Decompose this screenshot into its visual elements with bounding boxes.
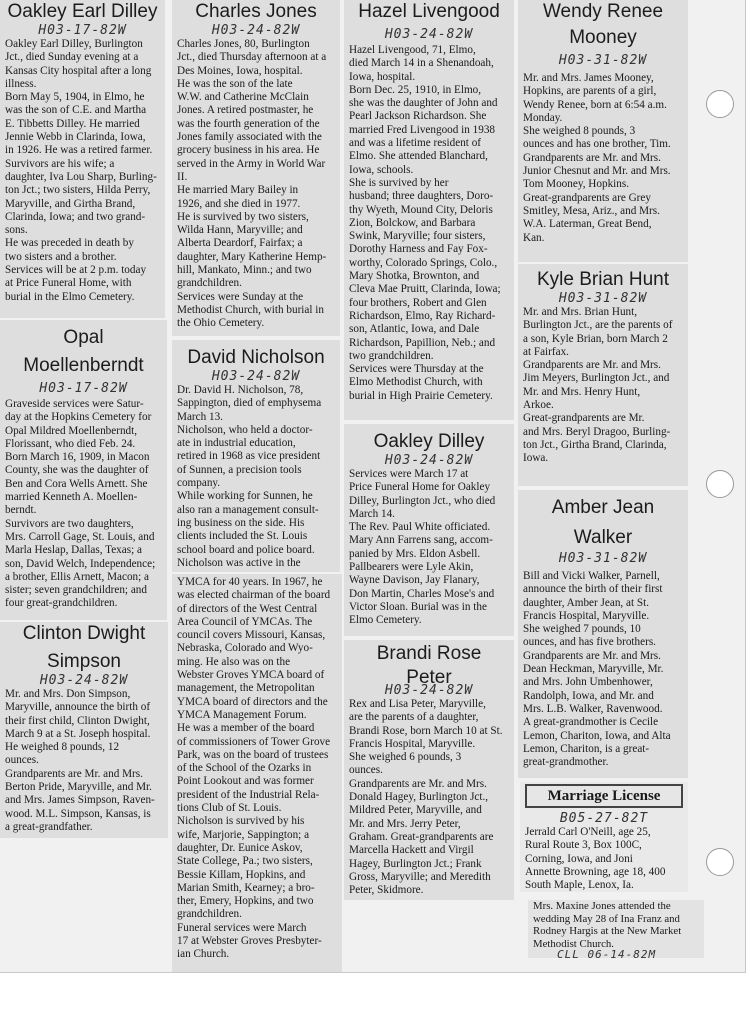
clipping-charles-jones [172,0,340,336]
clipping-title-line1: Wendy Renee [542,1,664,22]
clipping-david-nicholson [172,340,340,572]
clipping-opal-moellenberndt [0,320,167,620]
clipping-title: Oakley Earl Dilley [7,1,158,22]
clipping-text: Dr. David H. Nicholson, 78, Sappington, died of emphysema March 13. Nicholson, who held a doctor- ate in industrial education, retired in 1968 as vice president of Sunnen, a precision tools company. While working for Sunnen, he also ran a management consult- ing business on the side. His clients included the St. Louis school board and police board. Nicholson was active in the [177,384,322,569]
clipping-title-line1: Clinton Dwight [22,623,146,644]
clipping-text: Graveside services were Satur- day at the Hopkins Cemetery for Opal Mildred Moellenberndt, Florissant, who died Feb. 24. Born March 16, 1909, in Macon County, she was the daughter of Ben and Cora Wells Arnett. She married Kenneth A. Moellen- berndt. Survivors are two daughters, Mrs. Carroll Gage, St. Louis, and Marla Heslap, Dallas, Texas; a son, David Welch, Independence; a brother, Ellis Arnett, Macon; a sister; seven grandchildren; and four great-grandchildren. [5,398,156,610]
clipping-text: Mr. and Mrs. Don Simpson, Maryville, announce the birth of their first child, Clinton Dwight, March 9 at a St. Joseph hospital. He weighed 8 pounds, 12 ounces. Grandparents are Mr. and Mrs. Berton Pride, Maryville, and Mr. and Mrs. James Simpson, Raven- wood. M.L. Simpson, Kansas, is a great-grandfather. [5,688,155,833]
clipping-text: Hazel Livengood, 71, Elmo, died March 14 in a Shenandoah, Iowa, hospital. Born Dec. 25, 1910, in Elmo, she was the daughter of John and Pearl Jackson Richardson. She married Fred Livengood in 1938 and was a lifetime resident of Elmo. She attended Blanchard, Iowa, schools. She is survived by her husband; three daughters, Doro- thy Wyeth, Mound City, Deloris Zion, Bolckow, and Barbara Swink, Maryville; four sisters, Dorothy Harness and Fay Fox- worthy, Colorado Springs, Colo., Mary Shotka, Brownton, and Cleva Mae Pruitt, Clarinda, Iowa; four brothers, Robert and Glen Richardson, Elmo, Ray Richard- son, Atlantic, Iowa, and Dale Richardson, Papillion, Neb.; and two grandchildren. Services were Thursday at the Elmo Methodist Church, with burial in High Prairie Cemetery. [349,44,501,402]
punch-hole-top [706,90,734,118]
handwritten-code: H03-31-82W [558,291,648,306]
clipping-title-line2: Walker [573,527,633,548]
clipping-title-line1: Brandi Rose [376,643,482,664]
clipping-text: Services were March 17 at Price Funeral Home for Oakley Dilley, Burlington Jct., who died March 14. The Rev. Paul White officiated. Mary Ann Farrens sang, accom- panied by Mrs. Eldon Asbell. Pallbearers were Lyle Akin, Wayne Davison, Jay Flanary, Don Martin, Charles Mose's and Victor Sloan. Burial was in the Elmo Cemetery. [349,468,496,627]
handwritten-code: H03-31-82W [558,53,648,68]
handwritten-code: H03-17-82W [39,381,128,396]
handwritten-code: H03-24-82W [384,683,474,698]
clipping-amber-jean-walker [518,490,688,778]
clipping-wendy-renee-mooney [518,0,688,262]
clipping-title: David Nicholson [187,347,325,368]
clipping-title-line1: Amber Jean [551,497,655,518]
handwritten-code: H03-24-82W [211,369,301,384]
clipping-title-line2: Peter [406,667,452,688]
clipping-text: Oakley Earl Dilley, Burlington Jct., died Sunday evening at a Kansas City hospital after a long illness. Born May 5, 1904, in Elmo, he was the son of C.E. and Martha E. Tibbetts Dilley. He married Jennie Webb in Clarinda, Iowa, in 1926. He was a retired farmer. Survivors are his wife; a daughter, Iva Lou Sharp, Burling- ton Jct.; two sisters, Hilda Perry, Maryville, and Girtha Brand, Clarinda, Iowa; and two grand- sons. He was preceded in death by two sisters and a brother. Services will be at 2 p.m. today at Price Funeral Home, with burial in the Elmo Cemetery. [5,38,157,303]
handwritten-code: H03-24-82W [384,453,474,468]
handwritten-code: H03-24-82W [211,23,301,38]
clipping-kyle-brian-hunt [518,264,688,486]
clipping-text: Mrs. Maxine Jones attended the wedding May 28 of Ina Franz and Rodney Hargis at the New Market Methodist Church. [533,900,682,950]
clipping-marriage-license [520,782,688,892]
clipping-title-line2: Mooney [569,27,637,48]
handwritten-code: CLL 06-14-82M [557,948,657,958]
clipping-david-nicholson-continued [172,574,342,972]
clipping-title: Oakley Dilley [373,431,485,452]
clipping-jones-wedding [528,900,704,958]
clipping-text: Mr. and Mrs. James Mooney, Hopkins, are parents of a girl, Wendy Renee, born at 6:54 a.m. Monday. She weighed 8 pounds, 3 ounces and has one brother, Tim. Grandparents are Mr. and Mrs. Junior Chesnut and Mr. and Mrs. Tom Mooney, Hopkins. Great-grandparents are Grey Smitley, Mesa, Ariz., and Mrs. W.A. Laterman, Great Bend, Kan. [523,72,671,244]
punch-hole-middle [706,470,734,498]
clipping-title: Kyle Brian Hunt [536,269,669,290]
clipping-title: Charles Jones [195,1,317,22]
clipping-text-continued: YMCA for 40 years. In 1967, he was elected chairman of the board of directors of the West Central Area Council of YMCAs. The council covers Missouri, Kansas, Nebraska, Colorado and Wyo- ming. He also was on the Webster Groves YMCA board of management, the Metropolitan YMCA board of directors and the YMCA Management Forum. He was a member of the board of commissioners of Tower Grove Park, was on the board of trustees of the School of the Ozarks in Point Lookout and was former president of the Industrial Rela- tions Club of St. Louis. Nicholson is survived by his wife, Marjorie, Sappington; a daughter, Dr. Eunice Askov, State College, Pa.; two sisters, Bessie Killam, Hopkins, and Marian Smith, Kearney; a bro- ther, Emery, Hopkins, and two grandchildren. Funeral services were March 17 at Webster Groves Presbyter- ian Church. [177,576,331,961]
clipping-text: Bill and Vicki Walker, Parnell, announce the birth of their first daughter, Amber Jean, at St. Francis Hospital, Maryville. She weighed 7 pounds, 10 ounces, and has five brothers. Grandparents are Mr. and Mrs. Dean Heckman, Maryville, Mr. and Mrs. John Umbenhower, Randolph, Iowa, and Mr. and Mrs. L.B. Walker, Ravenwood. A great-grandmother is Cecile Lemon, Chariton, Iowa, and Alta Lemon, Chariton, is a great- great-grandmother. [523,570,671,769]
clipping-oakley-earl-dilley [0,0,165,318]
clipping-title-line2: Simpson [47,651,121,672]
handwritten-code: H03-24-82W [384,27,474,42]
clipping-brandi-rose-peter [344,640,514,900]
clipping-oakley-dilley [344,424,514,636]
clipping-hazel-livengood [344,0,514,420]
clipping-title: Marriage License [525,784,683,808]
clipping-title-line2: Moellenberndt [23,355,144,376]
handwritten-code: B05-27-82T [559,811,649,826]
handwritten-code: H03-17-82W [38,23,127,38]
clipping-text: Mr. and Mrs. Brian Hunt, Burlington Jct., are the parents of a son, Kyle Brian, born March 2 at Fairfax. Grandparents are Mr. and Mrs. Jim Meyers, Burlington Jct., and Mr. and Mrs. Henry Hunt, Arkoe. Great-grandparents are Mr. and Mrs. Beryl Dragoo, Burling- ton Jct., Girtha Brand, Clarinda, Iowa. [523,306,673,465]
punch-hole-bottom [706,848,734,876]
clipping-text: Charles Jones, 80, Burlington Jct., died Thursday afternoon at a Des Moines, Iowa, hospital. He was the son of the late W.W. and Catherine McClain Jones. A retired postmaster, he was the fourth generation of the Jones family associated with the grocery business in his area. He served in the Army in World War II. He married Mary Bailey in 1926, and she died in 1977. He is survived by two sisters, Wilda Hann, Maryville; and Alberta Deardorf, Fairfax; a daughter, Mary Katherine Hemp- hill, Mankato, Minn.; and two grandchildren. Services were Sunday at the Methodist Church, with burial in the Ohio Cemetery. [177,38,327,330]
handwritten-code: H03-31-82W [558,551,648,566]
clipping-clinton-dwight-simpson [0,622,168,838]
clipping-title: Hazel Livengood [358,1,500,22]
clipping-text: Rex and Lisa Peter, Maryville, are the parents of a daughter, Brandi Rose, born March 10 at St. Francis Hospital, Maryville. She weighed 6 pounds, 3 ounces. Grandparents are Mr. and Mrs. Donald Hagey, Burlington Jct., Mildred Peter, Maryville, and Mr. and Mrs. Jerry Peter, Graham. Great-grandparents are Marcella Hackett and Virgil Hagey, Burlington Jct.; Frank Gross, Maryville; and Meredith Peter, Skidmore. [349,698,503,897]
clipping-text: Jerrald Carl O'Neill, age 25, Rural Route 3, Box 100C, Corning, Iowa, and Joni Annette Browning, age 18, 400 South Maple, Lenox, Ia. [525,826,666,892]
handwritten-code: H03-24-82W [39,673,129,688]
clipping-title-line1: Opal [63,327,104,348]
